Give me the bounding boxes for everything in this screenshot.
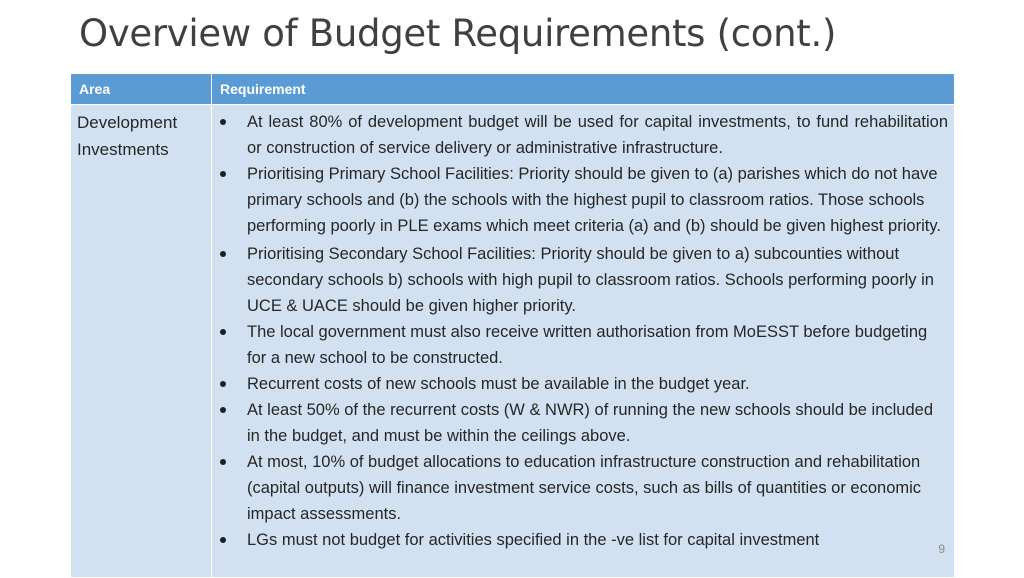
requirement-item [216, 109, 948, 161]
requirement-item [216, 161, 948, 239]
requirement-text: Prioritising Primary School Facilities: Priority should be given to (a) parishes which do not have primary schools and (b) the schools with the highest pupil to classroom ratios. Those schools performing poorly in PLE exams which meet criteria (a) and (b) should be given highest priority. [247, 165, 941, 235]
requirement-cell [212, 105, 955, 578]
requirement-text: The local government must also receive written authorisation from MoESST before budgeting for a new school to be constructed. [247, 323, 928, 367]
requirement-list [216, 109, 948, 553]
requirement-item [216, 241, 948, 319]
table-header-row [71, 74, 955, 105]
bullet-icon [220, 251, 226, 257]
requirements-table [70, 73, 955, 578]
bullet-icon [220, 459, 226, 465]
requirement-item [216, 319, 948, 371]
requirement-item [216, 527, 948, 553]
requirement-text: At most, 10% of budget allocations to education infrastructure construction and rehabilitation (capital outputs) will finance investment service costs, such as bills of quantities or economic impact assessments. [247, 453, 922, 523]
requirement-text: At least 80% of development budget will be used for capital investments, to fund rehabilitation or construction of service delivery or administrative infrastructure. [247, 113, 948, 157]
bullet-icon [220, 381, 226, 387]
requirement-text: LGs must not budget for activities specified in the -ve list for capital investment [247, 531, 820, 549]
requirement-text: Prioritising Secondary School Facilities: Priority should be given to a) subcounties without secondary schools b) schools with high pupil to classroom ratios. Schools performing poorly in UCE & UACE should be given higher priority. [247, 245, 934, 315]
requirement-item [216, 371, 948, 397]
header-requirement: Requirement [212, 74, 955, 105]
table-row [71, 105, 955, 578]
header-area: Area [71, 74, 212, 105]
requirement-text: At least 50% of the recurrent costs (W & NWR) of running the new schools should be included in the budget, and must be within the ceilings above. [247, 401, 933, 445]
slide-title: Overview of Budget Requirements (cont.) [79, 12, 837, 55]
requirement-item [216, 397, 948, 449]
bullet-icon [220, 171, 226, 177]
page-number: 9 [938, 542, 945, 556]
bullet-icon [220, 407, 226, 413]
bullet-icon [220, 119, 226, 125]
area-cell: Development Investments [71, 105, 212, 578]
bullet-icon [220, 329, 226, 335]
bullet-icon [220, 537, 226, 543]
requirement-item [216, 449, 948, 527]
requirement-text: Recurrent costs of new schools must be available in the budget year. [247, 375, 750, 393]
